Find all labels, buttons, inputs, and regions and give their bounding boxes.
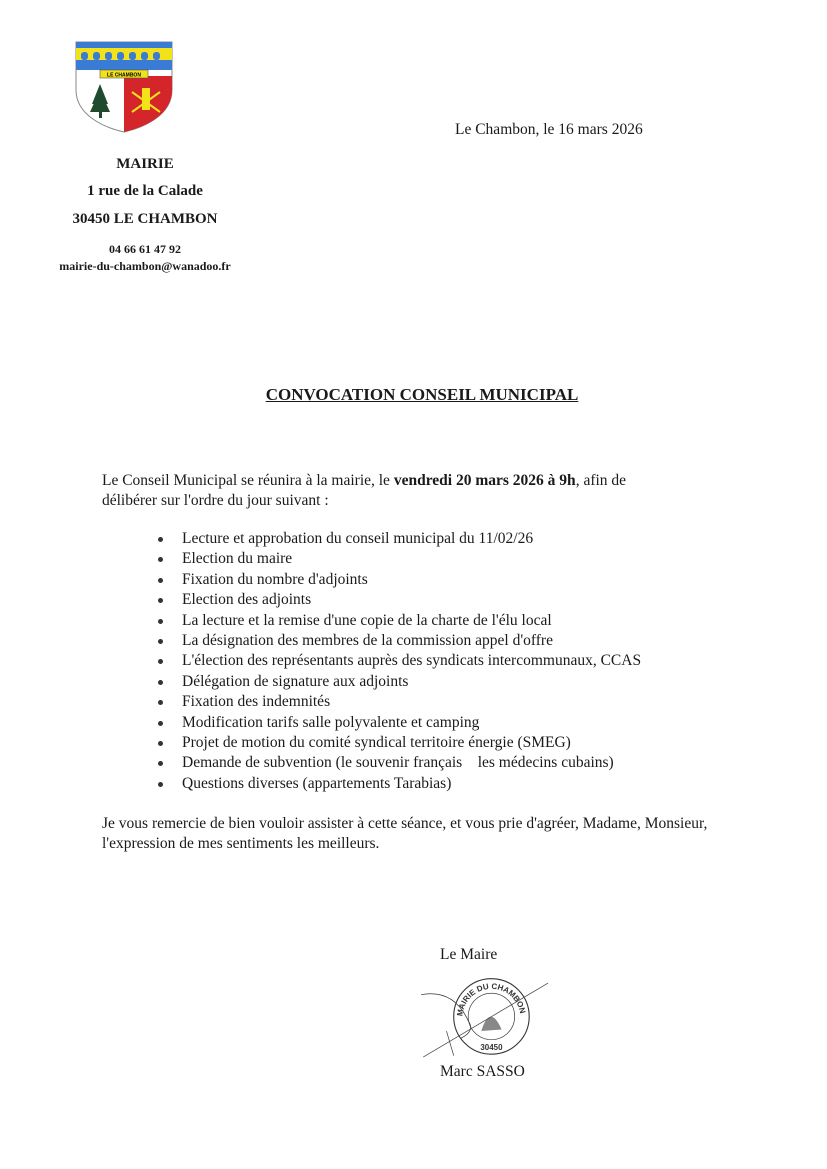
date-line: Le Chambon, le 16 mars 2026: [455, 121, 643, 138]
svg-text:MAIRIE DU CHAMBON: [455, 982, 527, 1017]
signatory-role: Le Maire: [440, 946, 498, 963]
agenda-item: Délégation de signature aux adjoints: [155, 672, 641, 692]
official-stamp-and-signature: [390, 970, 590, 1060]
office-email: mairie-du-chambon@wanadoo.fr: [59, 259, 231, 273]
signatory-name: Marc SASSO: [440, 1063, 525, 1080]
office-name: MAIRIE: [116, 156, 174, 172]
crest-text: LE CHAMBON: [107, 72, 141, 79]
agenda-item: Fixation du nombre d'adjoints: [155, 570, 641, 590]
municipal-crest-logo: [72, 38, 176, 134]
intro-text: Le Conseil Municipal se réunira à la mairie, le: [102, 472, 394, 489]
agenda-item: Lecture et approbation du conseil municipal du 11/02/26: [155, 529, 641, 549]
agenda-item: La lecture et la remise d'une copie de la charte de l'élu local: [155, 611, 641, 631]
agenda-item: Election des adjoints: [155, 590, 641, 610]
agenda-item: Fixation des indemnités: [155, 692, 641, 712]
agenda-list: [155, 529, 641, 794]
meeting-date: vendredi 20 mars 2026 à 9h: [393, 472, 576, 489]
agenda-item: L'élection des représentants auprès des syndicats intercommunaux, CCAS: [155, 651, 641, 671]
intro-paragraph: [102, 471, 682, 511]
document-title: CONVOCATION CONSEIL MUNICIPAL: [265, 385, 579, 404]
stamp-text: MAIRIE DU CHAMBON: [455, 981, 528, 1017]
agenda-item: Questions diverses (appartements Tarabias): [155, 774, 641, 794]
agenda-item: Modification tarifs salle polyvalente et camping: [155, 713, 641, 733]
closing-paragraph: Je vous remercie de bien vouloir assister à cette séance, et vous prie d'agréer, Madame, Monsieur, l'expression de mes sentiments les meilleurs.: [102, 815, 708, 852]
stamp-code: 30450: [480, 1042, 503, 1052]
office-city: 30450 LE CHAMBON: [72, 211, 218, 227]
agenda-item: La désignation des membres de la commission appel d'offre: [155, 631, 641, 651]
agenda-item: Election du maire: [155, 549, 641, 569]
office-phone: 04 66 61 47 92: [109, 242, 181, 256]
agenda-item: Demande de subvention (le souvenir français les médecins cubains): [155, 753, 641, 773]
office-street: 1 rue de la Calade: [87, 183, 203, 199]
intro-text-end: , afin de délibérer sur l'ordre du jour suivant :: [102, 472, 627, 509]
agenda-item: Projet de motion du comité syndical territoire énergie (SMEG): [155, 733, 641, 753]
